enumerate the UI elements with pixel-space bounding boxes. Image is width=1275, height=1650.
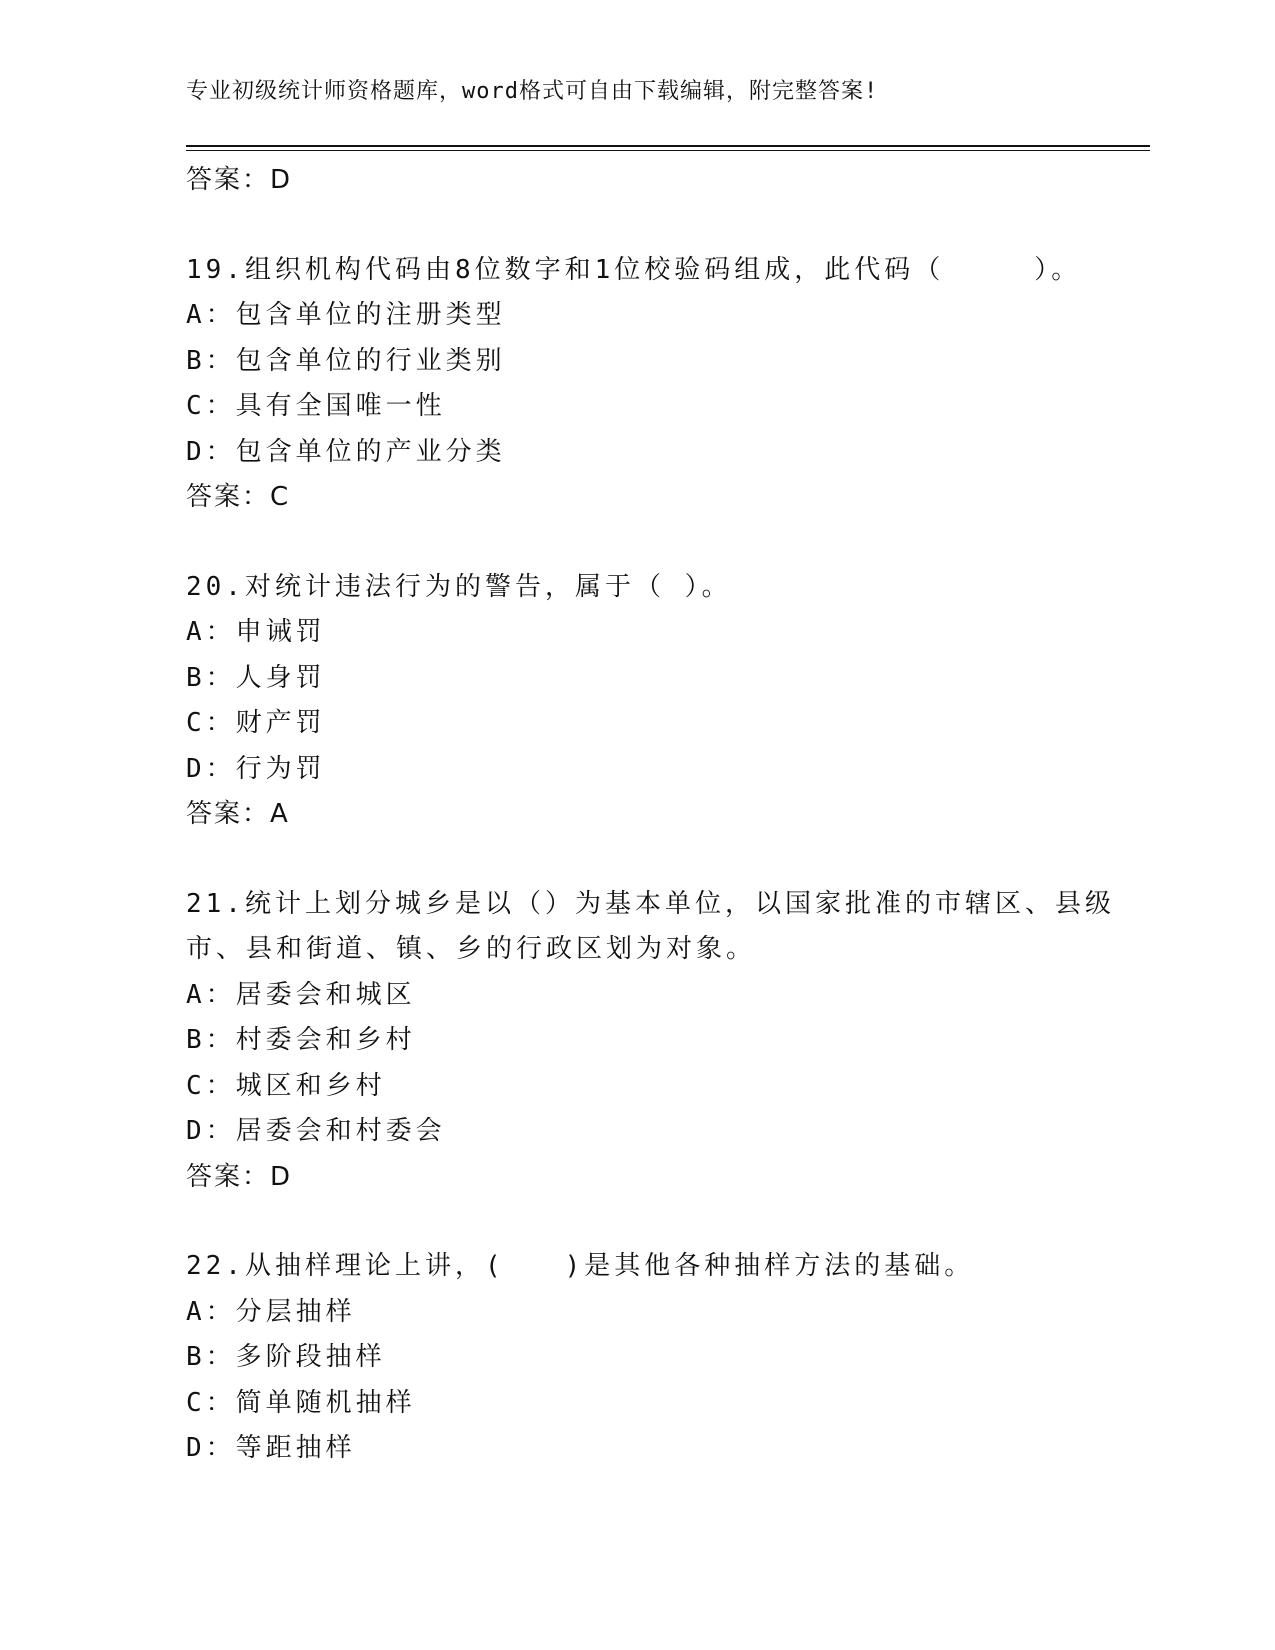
option-a: A：居委会和城区 xyxy=(186,979,416,1010)
option-b: B：多阶段抽样 xyxy=(186,1342,386,1372)
question-stem-continued: 市、县和街道、镇、乡的行政区划为对象。 xyxy=(186,934,757,964)
answer-line: 答案：C xyxy=(186,482,291,512)
option-c: C：具有全国唯一性 xyxy=(186,391,446,421)
answer-line: 答案：D xyxy=(186,1161,293,1192)
question-stem: 20.对统计违法行为的警告，属于（ ）。 xyxy=(186,571,732,602)
option-d: D：包含单位的产业分类 xyxy=(186,436,506,467)
option-b: B：村委会和乡村 xyxy=(186,1025,416,1055)
answer-line: 答案：D xyxy=(186,165,293,195)
option-d: D：行为罚 xyxy=(186,753,326,784)
question-stem: 22.从抽样理论上讲，( )是其他各种抽样方法的基础。 xyxy=(186,1251,975,1281)
page-header: 专业初级统计师资格题库，word格式可自由下载编辑，附完整答案! xyxy=(186,79,879,104)
option-a: A：申诫罚 xyxy=(186,617,326,647)
question-19 xyxy=(186,248,1150,521)
question-22 xyxy=(186,1244,1150,1472)
question-gap xyxy=(186,521,1150,565)
question-20 xyxy=(186,565,1150,838)
question-stem: 21.统计上划分城乡是以（）为基本单位，以国家批准的市辖区、县级 xyxy=(186,888,1115,919)
question-stem: 19.组织机构代码由8位数字和1位校验码组成，此代码（ ）。 xyxy=(186,254,1082,285)
option-c: C：城区和乡村 xyxy=(186,1070,386,1101)
option-c: C：简单随机抽样 xyxy=(186,1387,416,1418)
option-c: C：财产罚 xyxy=(186,708,326,738)
question-gap xyxy=(186,838,1150,882)
option-b: B：人身罚 xyxy=(186,662,326,693)
option-d: D：等距抽样 xyxy=(186,1433,356,1463)
question-21 xyxy=(186,882,1150,1201)
option-a: A：分层抽样 xyxy=(186,1296,356,1327)
option-d: D：居委会和村委会 xyxy=(186,1116,446,1146)
question-gap xyxy=(186,1200,1150,1244)
option-b: B：包含单位的行业类别 xyxy=(186,345,506,376)
question-gap xyxy=(186,204,1150,248)
question-content xyxy=(186,158,1150,1472)
header-divider xyxy=(186,145,1150,151)
option-a: A：包含单位的注册类型 xyxy=(186,300,506,330)
answer-line: 答案：A xyxy=(186,799,290,829)
